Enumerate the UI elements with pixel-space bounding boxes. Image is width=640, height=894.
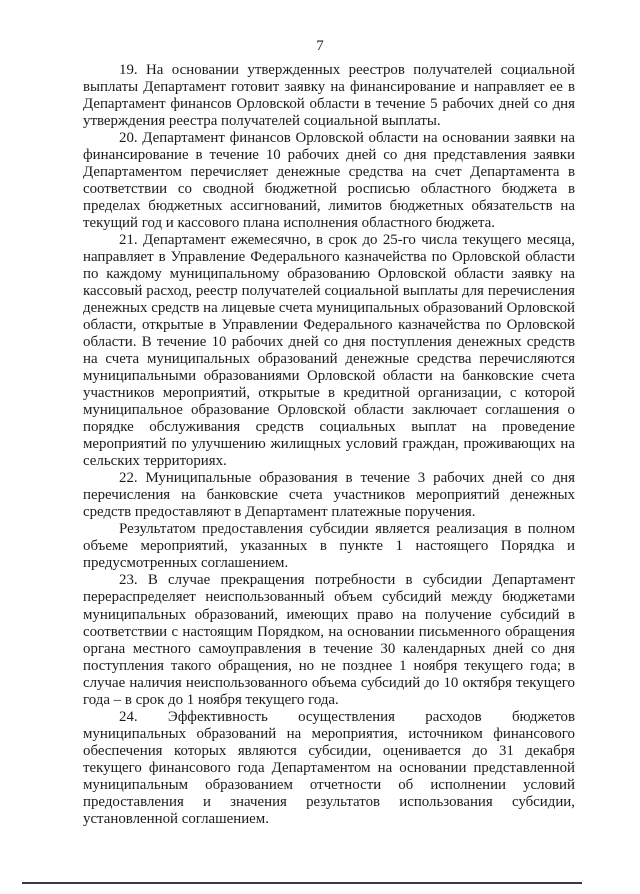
paragraph-22: 22. Муниципальные образования в течение 3 рабочих дней со дня перечисления на банковские счета участников мероприятий денежных средств предоставляют в Департамент платежные поручения. (83, 470, 575, 521)
paragraph-21: 21. Департамент ежемесячно, в срок до 25-го числа текущего месяца, направляет в Управление Федерального казначейства по Орловской области по каждому муниципальному образованию Орловской области заявку на кассовый расход, реестр получателей социальной выплаты для перечисления денежных средств на лицевые счета муниципальных образований Орловской области, открытые в Управлении Федерального казначейства по Орловской области. В течение 10 рабочих дней со дня поступления денежных средств на счета муниципальных образований денежные средства перечисляются муниципальными образованиями Орловской области на банковские счета участников мероприятий, открытые в кредитной организации, с которой муниципальное образование Орловской области заключает соглашения о порядке обслуживания средств социальных выплат на проведение мероприятий по улучшению жилищных условий граждан, проживающих на сельских территориях. (83, 232, 575, 470)
paragraph-20: 20. Департамент финансов Орловской области на основании заявки на финансирование в течение 10 рабочих дней со дня представления заявки Департаментом перечисляет денежные средства на счет Департамента в соответствии со сводной бюджетной росписью областного бюджета в пределах бюджетных ассигнований, лимитов бюджетных обязательств на текущий год и кассового плана исполнения областного бюджета. (83, 130, 575, 232)
paragraph-23: 23. В случае прекращения потребности в субсидии Департамент перераспределяет неиспользованный объем субсидий между бюджетами муниципальных образований, имеющих право на получение субсидий в соответствии с настоящим Порядком, на основании письменного обращения органа местного самоуправления в течение 30 календарных дней со дня поступления такого обращения, но не позднее 1 ноября текущего года; в случае наличия неиспользованного объема субсидий до 10 октября текущего года – в срок до 1 ноября текущего года. (83, 572, 575, 708)
paragraph-24: 24. Эффективность осуществления расходов бюджетов муниципальных образований на мероприятия, источником финансового обеспечения которых являются субсидии, оценивается до 31 декабря текущего финансового года Департаментом на основании представленной муниципальным образованием отчетности об исполнении условий предоставления и значения результатов использования субсидии, установленной соглашением. (83, 708, 575, 827)
scan-edge-line (22, 882, 582, 884)
paragraph-19: 19. На основании утвержденных реестров получателей социальной выплаты Департамент готовит заявку на финансирование и направляет ее в Департамент финансов Орловской области в течение 5 рабочих дней со дня утверждения реестра получателей социальной выплаты. (83, 62, 575, 130)
document-body (83, 62, 575, 828)
page-number: 7 (316, 38, 324, 54)
paragraph-subsidy-result: Результатом предоставления субсидии является реализация в полном объеме мероприятий, указанных в пункте 1 настоящего Порядка и предусмотренных соглашением. (83, 521, 575, 572)
